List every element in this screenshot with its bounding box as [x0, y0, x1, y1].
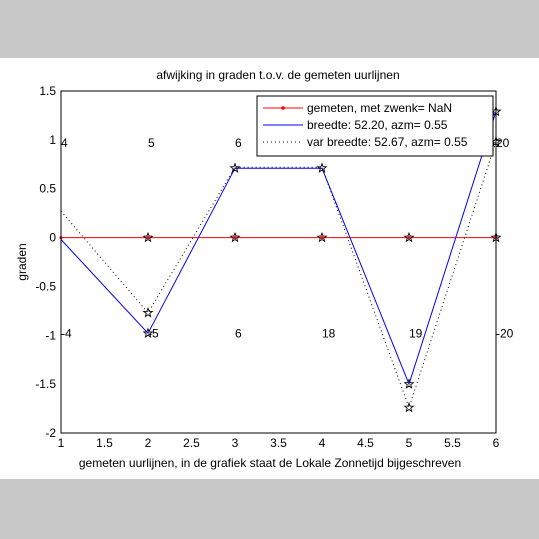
top-margin-band — [0, 0, 539, 58]
x-tick-label: 4 — [318, 436, 326, 450]
legend-label-2: breedte: 52.20, azm= 0.55 — [307, 118, 448, 132]
time-annotation: -20 — [496, 326, 514, 341]
x-tick-label: 5.5 — [444, 436, 461, 450]
chart-title: afwijking in graden t.o.v. de gemeten uurlijnen — [156, 68, 400, 82]
y-tick-label: 0 — [49, 230, 56, 245]
y-tick-label: -0.5 — [35, 279, 56, 294]
x-tick-label: 3.5 — [270, 436, 287, 450]
y-tick-label: -2 — [45, 426, 56, 440]
legend-label-1: gemeten, met zwenk= NaN — [307, 101, 453, 115]
x-tick-label: 1.5 — [96, 436, 113, 450]
series-1-point — [321, 236, 324, 239]
x-tick-label: 6 — [492, 436, 500, 450]
y-tick-label: 1.5 — [39, 84, 56, 98]
x-tick-label: 2 — [144, 436, 152, 450]
time-annotation: -4 — [61, 326, 72, 341]
time-annotation: 6 — [235, 326, 242, 341]
x-tick-label: 4.5 — [357, 436, 374, 450]
series-1-point — [234, 236, 237, 239]
time-annotation: 6 — [235, 135, 242, 150]
y-tick-label: -1.5 — [35, 377, 56, 392]
bottom-margin-band — [0, 479, 539, 539]
time-annotation: 4 — [61, 135, 68, 150]
x-tick-label: 2.5 — [183, 436, 200, 450]
x-tick-label: 5 — [405, 436, 413, 450]
legend — [257, 96, 493, 156]
x-tick-label: 3 — [231, 436, 239, 450]
series-1-point — [408, 236, 411, 239]
figure — [0, 58, 539, 479]
time-annotation: -5 — [148, 326, 159, 341]
time-annotation: 5 — [148, 135, 155, 150]
x-tick-label: 1 — [57, 436, 65, 450]
time-annotation: 20 — [496, 135, 510, 150]
time-annotation: 18 — [322, 326, 336, 341]
y-tick-label: 1 — [49, 132, 56, 147]
y-tick-label: 0.5 — [39, 181, 56, 196]
series-1-point — [147, 236, 150, 239]
legend-label-3: var breedte: 52.67, azm= 0.55 — [307, 135, 468, 149]
chart-svg — [0, 58, 539, 479]
y-axis-label: graden — [15, 243, 29, 281]
x-axis-label: gemeten uurlijnen, in de grafiek staat de Lokale Zonnetijd bijgeschreven — [78, 456, 462, 470]
legend-marker — [281, 106, 285, 110]
time-annotation: 19 — [409, 326, 423, 341]
y-tick-label: -1 — [45, 328, 56, 343]
